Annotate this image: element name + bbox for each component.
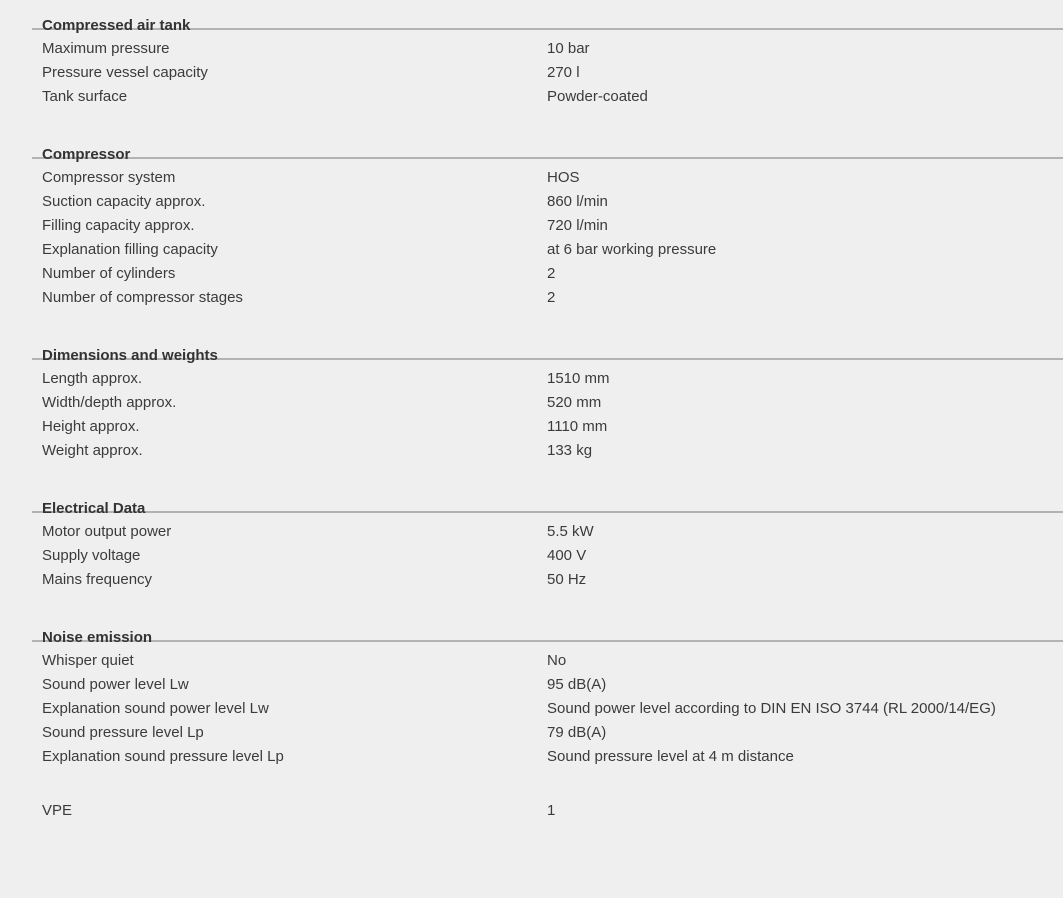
spec-row	[32, 262, 1063, 286]
spec-label: Tank surface	[42, 88, 128, 105]
section-title: Electrical Data	[42, 500, 146, 517]
spec-row	[32, 238, 1063, 262]
spec-value: 50 Hz	[547, 571, 587, 588]
spec-row	[32, 697, 1063, 721]
spec-row	[32, 568, 1063, 592]
spec-row	[32, 286, 1063, 310]
spec-label: Explanation filling capacity	[42, 241, 218, 258]
spec-row	[32, 544, 1063, 568]
spec-label: Width/depth approx.	[42, 394, 177, 411]
spec-label: Mains frequency	[42, 571, 153, 588]
spec-row	[32, 520, 1063, 544]
spec-label: Weight approx.	[42, 442, 143, 459]
spec-value: 133 kg	[547, 442, 593, 459]
section-compressor	[32, 129, 1063, 330]
spec-value: Powder-coated	[547, 88, 648, 105]
spec-value: 2	[547, 289, 556, 306]
spec-label: Filling capacity approx.	[42, 217, 195, 234]
spec-row	[32, 190, 1063, 214]
spec-row	[32, 439, 1063, 463]
spec-value: 95 dB(A)	[547, 676, 607, 693]
spec-label: Number of compressor stages	[42, 289, 243, 306]
spec-value: 400 V	[547, 547, 587, 564]
spec-label: Length approx.	[42, 370, 143, 387]
spec-value: 10 bar	[547, 40, 590, 57]
section-compressed-air-tank	[32, 0, 1063, 129]
spec-row	[32, 649, 1063, 673]
spec-label: Sound pressure level Lp	[42, 724, 204, 741]
spec-value: 860 l/min	[547, 193, 608, 210]
spec-row	[32, 415, 1063, 439]
spec-label: Pressure vessel capacity	[42, 64, 208, 81]
spec-label: Explanation sound pressure level Lp	[42, 748, 284, 765]
spec-row	[32, 166, 1063, 190]
section-title: Dimensions and weights	[42, 347, 218, 364]
spec-label: Number of cylinders	[42, 265, 176, 282]
spec-value: 720 l/min	[547, 217, 608, 234]
spec-value: Sound power level according to DIN EN ISO 3744 (RL 2000/14/EG)	[547, 700, 996, 717]
spec-label: Compressor system	[42, 169, 176, 186]
spec-row	[32, 673, 1063, 697]
spec-row-vpe	[32, 799, 1063, 823]
spec-label: Explanation sound power level Lw	[42, 700, 269, 717]
spec-value: 520 mm	[547, 394, 602, 411]
section-electrical-data	[32, 483, 1063, 612]
vpe-section	[32, 789, 1063, 823]
spec-value: HOS	[547, 169, 580, 186]
spec-value: No	[547, 652, 567, 669]
section-title: Compressor	[42, 146, 131, 163]
spec-row	[32, 85, 1063, 109]
spec-value: 1110 mm	[547, 418, 608, 435]
spec-row	[32, 391, 1063, 415]
spec-label: Height approx.	[42, 418, 140, 435]
spec-row	[32, 745, 1063, 769]
spec-value: 5.5 kW	[547, 523, 594, 540]
spec-value: 79 dB(A)	[547, 724, 607, 741]
spec-label: Motor output power	[42, 523, 172, 540]
spec-row	[32, 61, 1063, 85]
spec-value: at 6 bar working pressure	[547, 241, 717, 258]
section-dimensions-and-weights	[32, 330, 1063, 483]
spec-label: Supply voltage	[42, 547, 141, 564]
spec-label: VPE	[42, 802, 73, 819]
spec-row	[32, 721, 1063, 745]
spec-row	[32, 367, 1063, 391]
spec-label: Sound power level Lw	[42, 676, 189, 693]
spec-value: 1	[547, 802, 556, 819]
spec-label: Suction capacity approx.	[42, 193, 206, 210]
spec-label: Whisper quiet	[42, 652, 134, 669]
spec-row	[32, 214, 1063, 238]
spec-value: 1510 mm	[547, 370, 610, 387]
spec-row	[32, 37, 1063, 61]
section-noise-emission	[32, 612, 1063, 789]
section-title: Compressed air tank	[42, 17, 191, 34]
spec-value: 270 l	[547, 64, 580, 81]
spec-value: Sound pressure level at 4 m distance	[547, 748, 794, 765]
section-title: Noise emission	[42, 629, 153, 646]
spec-value: 2	[547, 265, 556, 282]
spec-label: Maximum pressure	[42, 40, 170, 57]
